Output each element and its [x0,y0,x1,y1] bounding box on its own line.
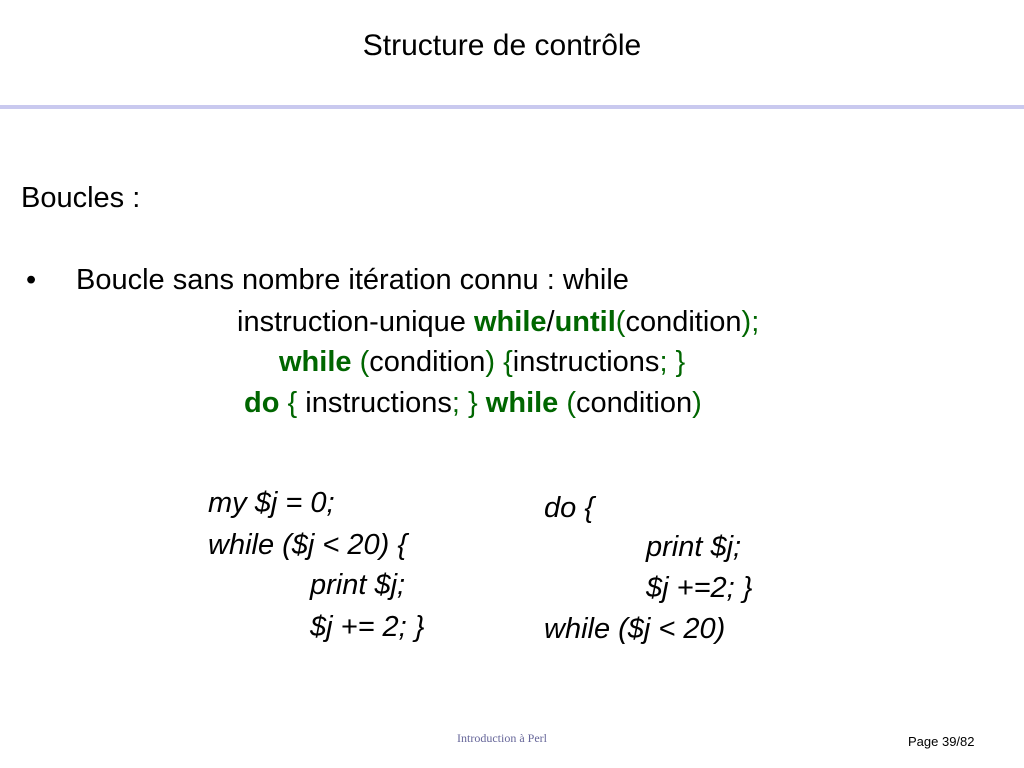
syntax-paren-open: ( [615,306,626,338]
code-left-line: while ($j < 20) { [208,529,408,561]
footer-page-number: Page 39/82 [908,734,975,749]
keyword-while: while [279,346,352,378]
syntax-space [478,387,486,419]
syntax-paren-open: ( [566,387,577,419]
syntax-line-while-block [279,344,685,380]
code-right-line: while ($j < 20) [544,613,726,645]
syntax-brace-open: { [503,346,513,378]
code-left-line: my $j = 0; [208,487,335,519]
syntax-separator: / [546,306,555,338]
keyword-until: until [554,306,616,338]
footer-course-title: Introduction à Perl [457,731,547,745]
syntax-text: instruction-unique [237,306,474,338]
keyword-while: while [473,306,547,338]
syntax-space [279,387,287,419]
syntax-paren-open: ( [359,346,370,378]
code-left-line: $j += 2; } [310,611,425,643]
code-right-line: print $j; [646,531,742,563]
keyword-while: while [485,387,559,419]
syntax-brace-open: { [287,387,298,419]
code-right-line: $j +=2; } [646,572,753,604]
bullet-marker: • [26,264,37,296]
code-left-line: print $j; [310,569,406,601]
syntax-instructions: instructions [512,346,660,378]
bullet-text: Boucle sans nombre itération connu : while [76,264,629,296]
syntax-block-end: ; } [451,387,478,419]
section-heading: Boucles : [21,182,141,214]
title-divider [0,105,1024,109]
syntax-line-do-while [244,385,702,421]
code-right-line: do { [544,492,594,524]
syntax-space [495,346,503,378]
syntax-paren-close: ); [741,306,760,338]
syntax-paren-close: ) [692,387,702,419]
syntax-condition: condition [576,387,693,419]
slide-title: Structure de contrôle [362,29,642,62]
syntax-line-while-until [237,304,759,340]
syntax-instructions: instructions [297,387,452,419]
syntax-block-end: ; } [659,346,686,378]
syntax-space [352,346,360,378]
syntax-condition: condition [625,306,742,338]
keyword-do: do [244,387,280,419]
syntax-paren-close: ) [485,346,496,378]
syntax-condition: condition [369,346,486,378]
